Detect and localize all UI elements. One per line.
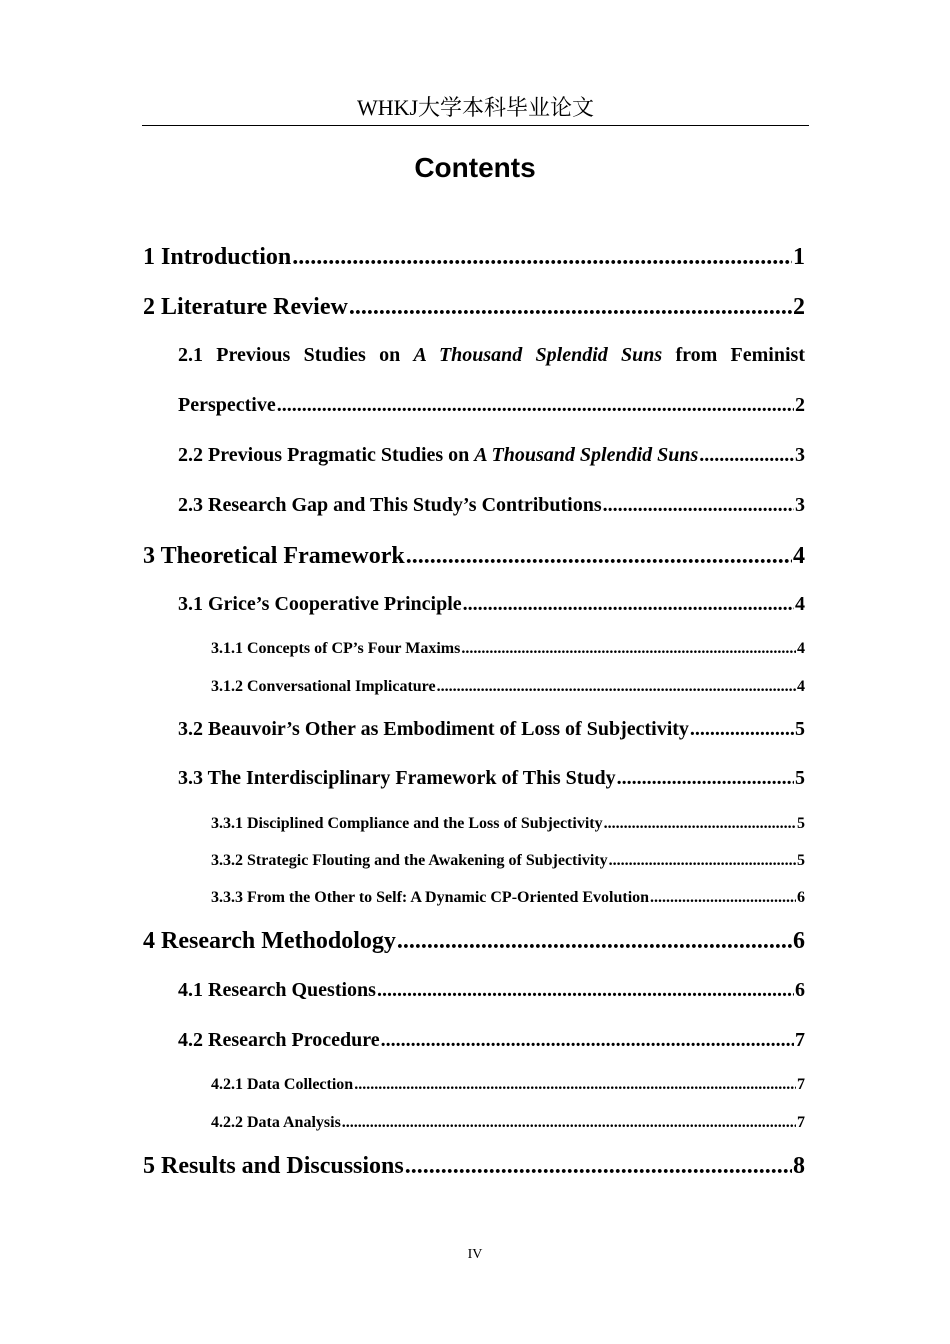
toc-entry-2-1-line1[interactable] xyxy=(178,344,805,367)
toc-page-number: 4 xyxy=(797,640,805,657)
running-header: WHKJ大学本科毕业论文 xyxy=(356,95,595,120)
toc-entry-3-1-2[interactable] xyxy=(211,678,805,696)
toc-entry-3-1-1[interactable] xyxy=(211,640,805,658)
toc-entry-label: 3.3.2 Strategic Flouting and the Awakening of Subjectivity xyxy=(211,852,608,869)
toc-entry-3-1[interactable] xyxy=(178,593,805,616)
toc-page-number: 4 xyxy=(795,593,805,615)
toc-entry-label: 5 Results and Discussions xyxy=(143,1153,404,1179)
toc-entry-label: 2 Literature Review xyxy=(143,294,348,320)
toc-entry-label: Perspective xyxy=(178,394,276,416)
toc-entry-label: 3.3.1 Disciplined Compliance and the Loss of Subjectivity xyxy=(211,815,603,832)
toc-entry-5[interactable] xyxy=(143,1153,805,1180)
toc-leader-dots xyxy=(397,928,792,955)
toc-leader-dots xyxy=(463,593,794,616)
toc-entry-label: 2.3 Research Gap and This Study’s Contributions xyxy=(178,494,602,516)
toc-leader-dots xyxy=(406,543,792,570)
toc-entry-3[interactable] xyxy=(143,543,805,570)
toc-leader-dots xyxy=(650,889,796,907)
toc-entry-label: 4.2.1 Data Collection xyxy=(211,1076,354,1093)
toc-leader-dots xyxy=(437,678,796,696)
book-title: A Thousand Splendid Suns xyxy=(413,344,663,366)
toc-leader-dots xyxy=(699,444,794,467)
toc-entry-label: 3.1.1 Concepts of CP’s Four Maxims xyxy=(211,640,461,657)
toc-entry-2-1-line2[interactable] xyxy=(178,394,805,417)
toc-entry-3-3-2[interactable] xyxy=(211,852,805,870)
toc-page-number: 6 xyxy=(797,889,805,906)
toc-entry-1[interactable] xyxy=(143,244,805,271)
toc-entry-4-2-2[interactable] xyxy=(211,1114,805,1132)
toc-leader-dots xyxy=(354,1076,796,1094)
toc-leader-dots xyxy=(461,640,796,658)
toc-entry-label: 4.2 Research Procedure xyxy=(178,1029,380,1051)
toc-page-number: 1 xyxy=(793,244,805,270)
toc-entry-label: from Feminist xyxy=(662,344,805,366)
toc-entry-3-3[interactable] xyxy=(178,767,805,790)
toc-leader-dots xyxy=(277,394,794,417)
toc-leader-dots xyxy=(617,767,794,790)
toc-entry-label: 4.1 Research Questions xyxy=(178,979,376,1001)
toc-page-number: 3 xyxy=(795,444,805,466)
toc-page-number: 7 xyxy=(797,1114,805,1131)
toc-page-number: 5 xyxy=(795,767,805,789)
toc-entry-label: 3.3.3 From the Other to Self: A Dynamic CP-Oriented Evolution xyxy=(211,889,650,906)
toc-entry-3-3-3[interactable] xyxy=(211,889,805,907)
toc-entry-4-1[interactable] xyxy=(178,979,805,1002)
toc-entry-2-2[interactable] xyxy=(178,444,805,467)
toc-leader-dots xyxy=(609,852,796,870)
toc-page-number: 6 xyxy=(795,979,805,1001)
toc-leader-dots xyxy=(603,494,794,517)
toc-entry-4-2[interactable] xyxy=(178,1029,805,1052)
toc-leader-dots xyxy=(405,1153,792,1180)
toc-entry-3-2[interactable] xyxy=(178,718,805,741)
toc-entry-3-3-1[interactable] xyxy=(211,815,805,833)
toc-entry-label: 3.1 Grice’s Cooperative Principle xyxy=(178,593,462,615)
toc-page-number: 4 xyxy=(797,678,805,695)
toc-page-number: 7 xyxy=(795,1029,805,1051)
toc-entry-4-2-1[interactable] xyxy=(211,1076,805,1094)
toc-leader-dots xyxy=(690,718,794,741)
toc-entry-4[interactable] xyxy=(143,928,805,955)
toc-page-number: 8 xyxy=(793,1153,805,1179)
contents-title: Contents xyxy=(414,152,536,183)
toc-page-number: 5 xyxy=(797,852,805,869)
toc-entry-2-3[interactable] xyxy=(178,494,805,517)
page-number-footer: IV xyxy=(467,1247,483,1262)
toc-page-number: 4 xyxy=(793,543,805,569)
toc-page-number: 2 xyxy=(795,394,805,416)
toc-entry-label: 3 Theoretical Framework xyxy=(143,543,405,569)
toc-page-number: 6 xyxy=(793,928,805,954)
toc-page-number: 5 xyxy=(797,815,805,832)
toc-entry-label: 1 Introduction xyxy=(143,244,292,270)
toc-entry-2[interactable] xyxy=(143,294,805,321)
toc-leader-dots xyxy=(349,294,792,321)
toc-leader-dots xyxy=(381,1029,794,1052)
toc-page-number: 3 xyxy=(795,494,805,516)
toc-leader-dots xyxy=(377,979,794,1002)
toc-entry-label: 3.1.2 Conversational Implicature xyxy=(211,678,436,695)
toc-entry-label: 4 Research Methodology xyxy=(143,928,396,954)
toc-entry-label: 4.2.2 Data Analysis xyxy=(211,1114,341,1131)
toc-entry-label: 3.2 Beauvoir’s Other as Embodiment of Loss of Subjectivity xyxy=(178,718,689,740)
toc-page-number: 2 xyxy=(793,294,805,320)
toc-leader-dots xyxy=(604,815,796,833)
toc-leader-dots xyxy=(292,244,792,271)
toc-page-number: 5 xyxy=(795,718,805,740)
toc-entry-label: 3.3 The Interdisciplinary Framework of This Study xyxy=(178,767,616,789)
toc-leader-dots xyxy=(342,1114,796,1132)
toc-entry-label: 2.1 Previous Studies on xyxy=(178,344,414,366)
book-title: A Thousand Splendid Suns xyxy=(474,444,699,466)
toc-entry-label: 2.2 Previous Pragmatic Studies on A Thousand Splendid Suns xyxy=(178,444,699,466)
toc-page-number: 7 xyxy=(797,1076,805,1093)
